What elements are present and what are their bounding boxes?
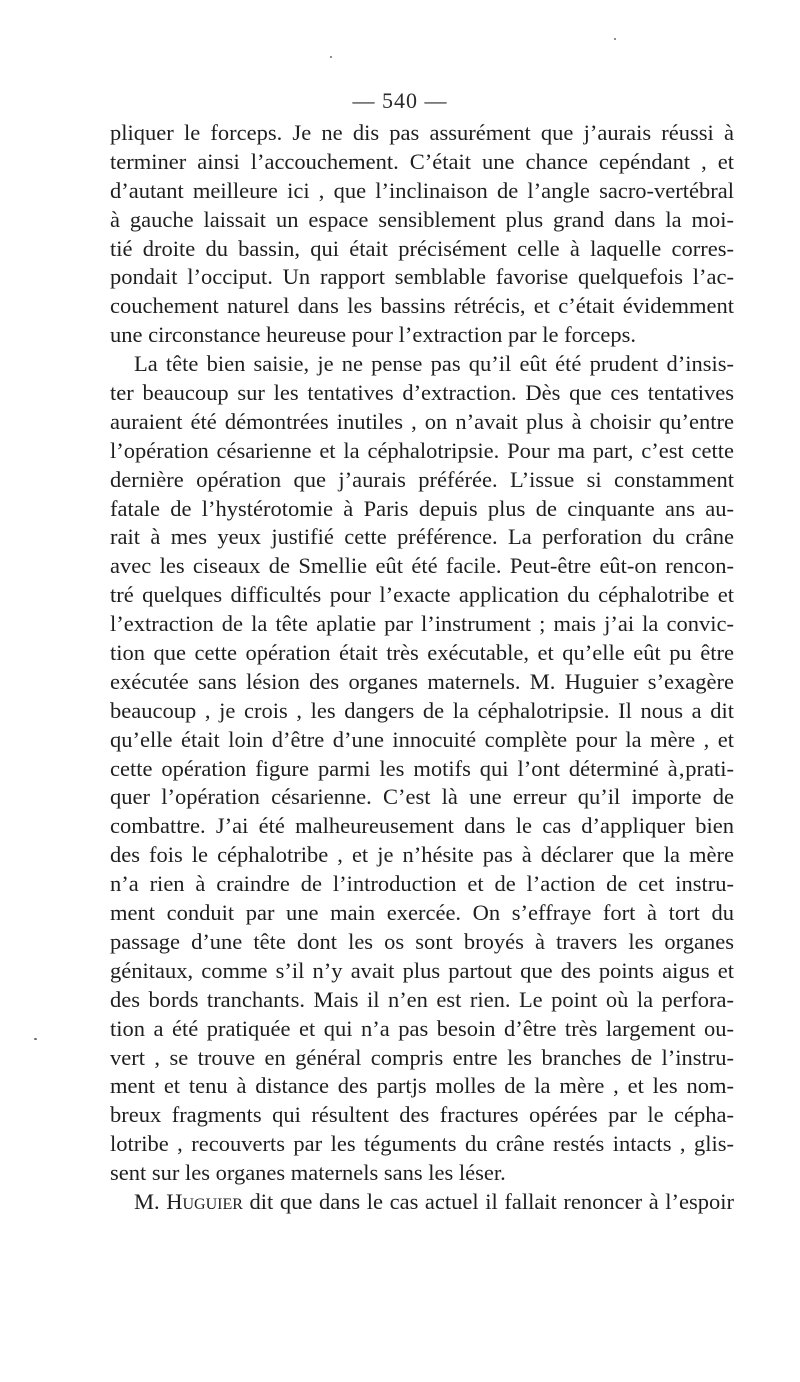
- speaker-name: Huguier: [166, 1188, 243, 1214]
- text-line: tié droite du bassin, qui était précisément celle à laquelle corres-: [110, 235, 734, 261]
- page-number: — 540 —: [352, 88, 448, 113]
- text-line: dernière opération que j’aurais préférée. L’issue si constamment: [110, 466, 734, 492]
- text-line: terminer ainsi l’accouchement. C’était une chance cepéndant , et: [110, 148, 734, 174]
- text-line: tion que cette opération était très exécutable, et qu’elle eût pu être: [110, 640, 734, 666]
- text-line: génitaux, comme s’il n’y avait plus partout que des points aigus et: [110, 957, 734, 983]
- text-line: à gauche laissait un espace sensiblement plus grand dans la moi-: [110, 206, 734, 232]
- text-line: rait à mes yeux justifié cette préférence. La perforation du crâne: [110, 524, 734, 550]
- text-line: auraient été démontrées inutiles , on n’avait plus à choisir qu’entre: [110, 408, 734, 434]
- speaker-prefix: M.: [134, 1188, 167, 1214]
- text-line: des bords tranchants. Mais il n’en est rien. Le point où la perfora-: [110, 986, 734, 1012]
- text-line: pondait l’occiput. Un rapport semblable favorise quelquefois l’ac-: [110, 264, 734, 290]
- text-line: une circonstance heureuse pour l’extraction par le forceps.: [110, 322, 637, 348]
- text-line: qu’elle était loin d’être d’une innocuité complète pour la mère , et: [110, 726, 734, 752]
- text-line: ment conduit par une main exercée. On s’effraye fort à tort du: [110, 900, 734, 926]
- text-line: l’opération césarienne et la céphalotripsie. Pour ma part, c’est cette: [110, 437, 734, 463]
- text-line: combattre. J’ai été malheureusement dans le cas d’appliquer bien: [110, 813, 734, 839]
- text-line: fatale de l’hystérotomie à Paris depuis plus de cinquante ans au-: [110, 495, 734, 521]
- text-line: d’autant meilleure ici , que l’inclinaison de l’angle sacro-vertébral: [110, 177, 734, 203]
- text-line: des fois le céphalotribe , et je n’hésite pas à déclarer que la mère: [110, 842, 734, 868]
- text-line: exécutée sans lésion des organes maternels. M. Huguier s’exagère: [110, 668, 734, 694]
- text-line: lotribe , recouverts par les téguments du crâne restés intacts , glis-: [110, 1131, 734, 1157]
- text-line: tré quelques difficultés pour l’exacte application du céphalotribe et: [110, 582, 734, 608]
- text-line: beaucoup , je crois , les dangers de la céphalotripsie. Il nous a dit: [110, 697, 734, 723]
- text-line: breux fragments qui résultent des fractures opérées par le cépha-: [110, 1102, 734, 1128]
- text-line: cette opération figure parmi les motifs qui l’ont déterminé à‚prati-: [110, 755, 734, 781]
- paper-speck: [614, 38, 616, 40]
- paper-speck: [34, 1038, 37, 1040]
- text-line: passage d’une tête dont les os sont broyés à travers les organes: [110, 928, 734, 954]
- text-line-speaker: [110, 1188, 734, 1217]
- text-line: ment et tenu à distance des partjs molles de la mère , et les nom-: [110, 1073, 734, 1099]
- text-line: avec les ciseaux de Smellie eût été facile. Peut-être eût-on rencon-: [110, 553, 734, 579]
- paper-speck: [330, 56, 332, 58]
- text-line: l’extraction de la tête aplatie par l’instrument ; mais j’ai la convic-: [110, 611, 734, 637]
- text-line: couchement naturel dans les bassins rétrécis, et c’était évidemment: [110, 293, 734, 319]
- text-line: quer l’opération césarienne. C’est là une erreur qu’il importe de: [110, 784, 734, 810]
- text-line: vert , se trouve en général compris entre les branches de l’instru-: [110, 1044, 734, 1070]
- body-text: [110, 119, 734, 1217]
- speaker-text: dit que dans le cas actuel il fallait renoncer à l’espoir: [242, 1188, 734, 1214]
- text-line: n’a rien à craindre de l’introduction et de l’action de cet instru-: [110, 871, 734, 897]
- text-line: sent sur les organes maternels sans les léser.: [110, 1160, 506, 1186]
- text-line: La tête bien saisie, je ne pense pas qu’il eût été prudent d’insis-: [134, 351, 734, 377]
- text-line: pliquer le forceps. Je ne dis pas assurément que j’aurais réussi à: [110, 120, 734, 145]
- text-line: ter beaucoup sur les tentatives d’extraction. Dès que ces tentatives: [110, 380, 734, 406]
- text-line: tion a été pratiquée et qui n’a pas besoin d’être très largement ou-: [110, 1015, 734, 1041]
